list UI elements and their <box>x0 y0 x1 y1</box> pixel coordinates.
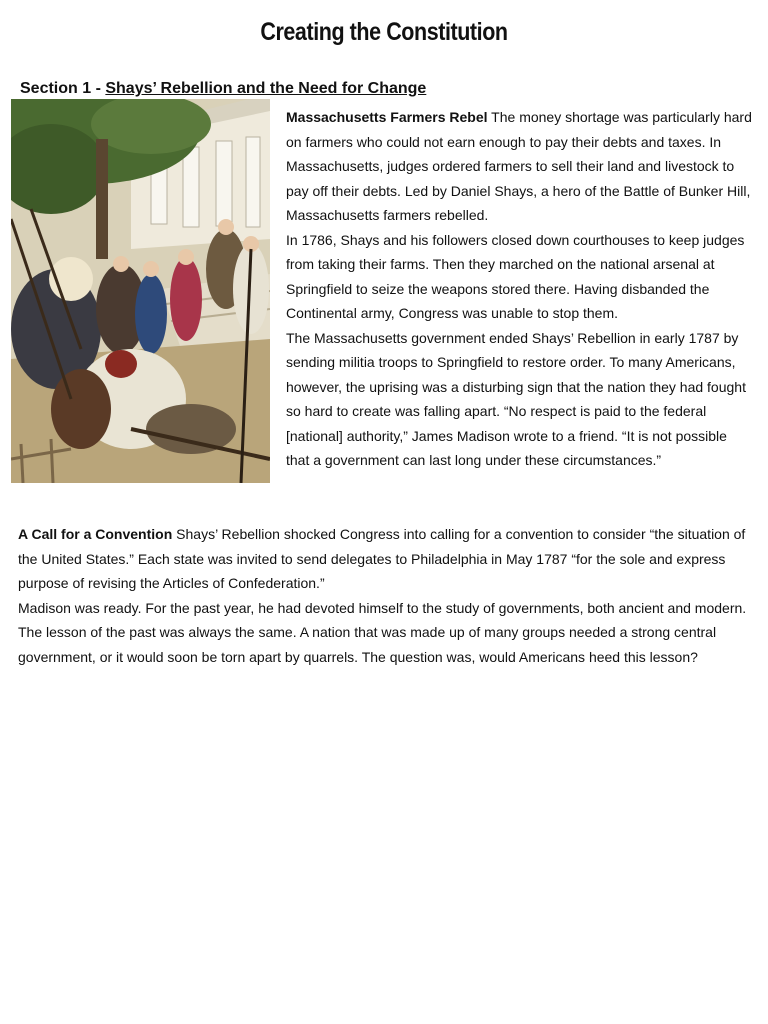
paragraph <box>286 105 754 228</box>
paragraph-lead: A Call for a Convention <box>18 526 173 542</box>
shays-rebellion-illustration <box>11 99 270 483</box>
section-number: Section 1 - <box>20 80 106 97</box>
massachusetts-farmers-section <box>286 105 754 473</box>
page-title: Creating the Constitution <box>260 18 508 46</box>
convention-section <box>18 522 748 669</box>
illustration-icon <box>11 99 270 483</box>
section-heading <box>20 80 426 98</box>
paragraph <box>18 522 748 596</box>
section-title: Shays’ Rebellion and the Need for Change <box>105 80 427 97</box>
paragraph-text: Shays’ Rebellion shocked Congress into calling for a convention to consider “the situation of the United States.” Each state was invited to send delegates to Philadelphia in May 1787 “for the sole and express purpose of revising the Articles of Confederation.” <box>18 526 746 591</box>
paragraph-text: The money shortage was particularly hard on farmers who could not earn enough to pay their debts and taxes. In Massachusetts, judges ordered farmers to sell their land and livestock to pay off their debts. Led by Daniel Shays, a hero of the Battle of Bunker Hill, Massachusetts farmers rebelled. <box>286 109 752 223</box>
paragraph: The Massachusetts government ended Shays’ Rebellion in early 1787 by sending militia troops to Springfield to restore order. To many Americans, however, the uprising was a disturbing sign that the nation they had fought so hard to create was falling apart. “No respect is paid to the federal [national] authority,” James Madison wrote to a friend. “It is not possible that a government can last long under these circumstances.” <box>286 329 746 468</box>
paragraph-lead: Massachusetts Farmers Rebel <box>286 109 488 125</box>
paragraph: Madison was ready. For the past year, he had devoted himself to the study of governments, both ancient and modern. The lesson of the past was always the same. A nation that was made up of many groups needed a strong central government, or it would soon be torn apart by quarrels. The question was, would Americans heed this lesson? <box>18 599 747 665</box>
paragraph: In 1786, Shays and his followers closed down courthouses to keep judges from taking their farms. Then they marched on the national arsenal at Springfield to seize the weapons stored there. Having disbanded the Continental army, Congress was unable to stop them. <box>286 231 745 321</box>
